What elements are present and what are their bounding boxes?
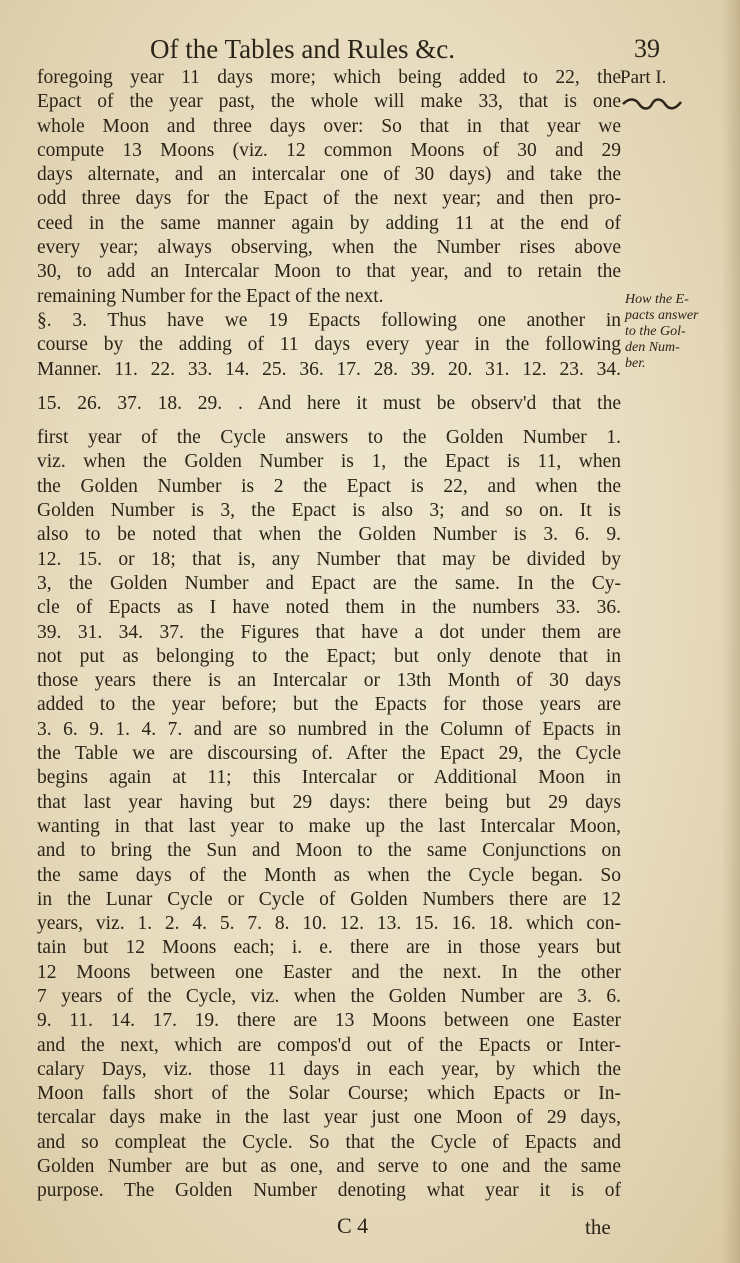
text-line: Manner. 11. 22. 33. 14. 25. 36. 17. 28. 39. 20. 31. 12. 23. 34. — [37, 358, 621, 380]
running-title: Of the Tables and Rules &c. — [150, 34, 456, 64]
text-line: whole Moon and three days over: So that in that year we — [37, 115, 621, 137]
text-line: and the next, which are compos'd out of the Epacts or Inter- — [37, 1034, 621, 1056]
text-line: §. 3. Thus have we 19 Epacts following one another in — [37, 309, 621, 331]
text-line: and to bring the Sun and Moon to the same Conjunctions on — [37, 840, 621, 862]
text-line: and so compleat the Cycle. So that the Cycle of Epacts and — [37, 1131, 621, 1153]
side-note-line: to the Gol- — [625, 324, 686, 339]
text-line: ceed in the same manner again by adding 11 at the end of — [37, 212, 621, 234]
text-line: that last year having but 29 days: there being but 29 days — [37, 791, 621, 813]
text-line: also to be noted that when the Golden Number is 3. 6. 9. — [37, 524, 621, 546]
text-line: added to the year before; but the Epacts for those years are — [37, 694, 621, 716]
text-line: course by the adding of 11 days every year in the following — [37, 334, 621, 356]
text-line: first year of the Cycle answers to the Golden Number 1. — [37, 427, 621, 449]
page-number: 39 — [634, 34, 660, 63]
part-label: Part I. — [620, 67, 667, 88]
side-note — [625, 292, 699, 372]
text-line: years, viz. 1. 2. 4. 5. 7. 8. 10. 12. 13. 15. 16. 18. which con- — [37, 913, 621, 935]
text-line: 9. 11. 14. 17. 19. there are 13 Moons between one Easter — [37, 1010, 621, 1032]
page-edge-shadow — [722, 0, 740, 1263]
flourish-icon — [621, 96, 683, 112]
text-line: remaining Number for the Epact of the next. — [37, 285, 384, 307]
catchword: the — [585, 1215, 611, 1239]
text-line: days alternate, and an intercalar one of 30 days) and take the — [37, 164, 621, 186]
text-line: Golden Number is 3, the Epact is also 3; and so on. It is — [37, 500, 621, 522]
text-line: tercalar days make in the last year just one Moon of 29 days, — [37, 1107, 621, 1129]
text-line: tain but 12 Moons each; i. e. there are in those years but — [37, 937, 621, 959]
text-line: purpose. The Golden Number denoting what year it is of — [37, 1180, 621, 1202]
text-line: in the Lunar Cycle or Cycle of Golden Numbers there are 12 — [37, 888, 621, 910]
side-note-line: How the E- — [625, 292, 689, 307]
signature-mark: C 4 — [337, 1213, 369, 1238]
text-line: Golden Number are but as one, and serve to one and the same — [37, 1156, 621, 1178]
text-line: wanting in that last year to make up the last Intercalar Moon, — [37, 815, 621, 837]
side-note-line: ber. — [625, 356, 646, 371]
side-note-line: pacts answer — [625, 308, 699, 323]
text-line: 12 Moons between one Easter and the next. In the other — [37, 961, 621, 983]
text-line: 39. 31. 34. 37. the Figures that have a dot under them are — [37, 621, 621, 643]
text-line: viz. when the Golden Number is 1, the Epact is 11, when — [37, 451, 621, 473]
side-note-line: den Num- — [625, 340, 680, 355]
text-line: compute 13 Moons (viz. 12 common Moons of 30 and 29 — [37, 139, 621, 161]
text-line: Moon falls short of the Solar Course; which Epacts or In- — [37, 1083, 621, 1105]
text-line: calary Days, viz. those 11 days in each year, by which the — [37, 1058, 621, 1080]
text-line: cle of Epacts as I have noted them in the numbers 33. 36. — [37, 597, 621, 619]
text-line: 12. 15. or 18; that is, any Number that may be divided by — [37, 548, 621, 570]
text-line: 3, the Golden Number and Epact are the same. In the Cy- — [37, 572, 621, 594]
text-line: begins again at 11; this Intercalar or Additional Moon in — [37, 767, 621, 789]
text-line: 3. 6. 9. 1. 4. 7. and are so numbred in the Column of Epacts in — [37, 718, 621, 740]
text-line: the Table we are discoursing of. After the Epact 29, the Cycle — [37, 743, 621, 765]
text-line: not put as belonging to the Epact; but only denote that in — [37, 645, 621, 667]
text-line: odd three days for the Epact of the next year; and then pro- — [37, 188, 621, 210]
text-line: the same days of the Month as when the Cycle began. So — [37, 864, 621, 886]
body-text — [37, 66, 621, 1204]
text-line: every year; always observing, when the Number rises above — [37, 237, 621, 259]
text-line: 30, to add an Intercalar Moon to that year, and to retain the — [37, 261, 621, 283]
text-line: the Golden Number is 2 the Epact is 22, and when the — [37, 475, 621, 497]
text-line: those years there is an Intercalar or 13th Month of 30 days — [37, 670, 621, 692]
text-line: foregoing year 11 days more; which being added to 22, the — [37, 67, 621, 88]
text-line: Epact of the year past, the whole will make 33, that is one — [37, 91, 621, 113]
running-header — [150, 34, 660, 70]
text-line: 7 years of the Cycle, viz. when the Golden Number are 3. 6. — [37, 985, 621, 1007]
text-line: 15. 26. 37. 18. 29. . And here it must be observ'd that the — [37, 392, 621, 414]
